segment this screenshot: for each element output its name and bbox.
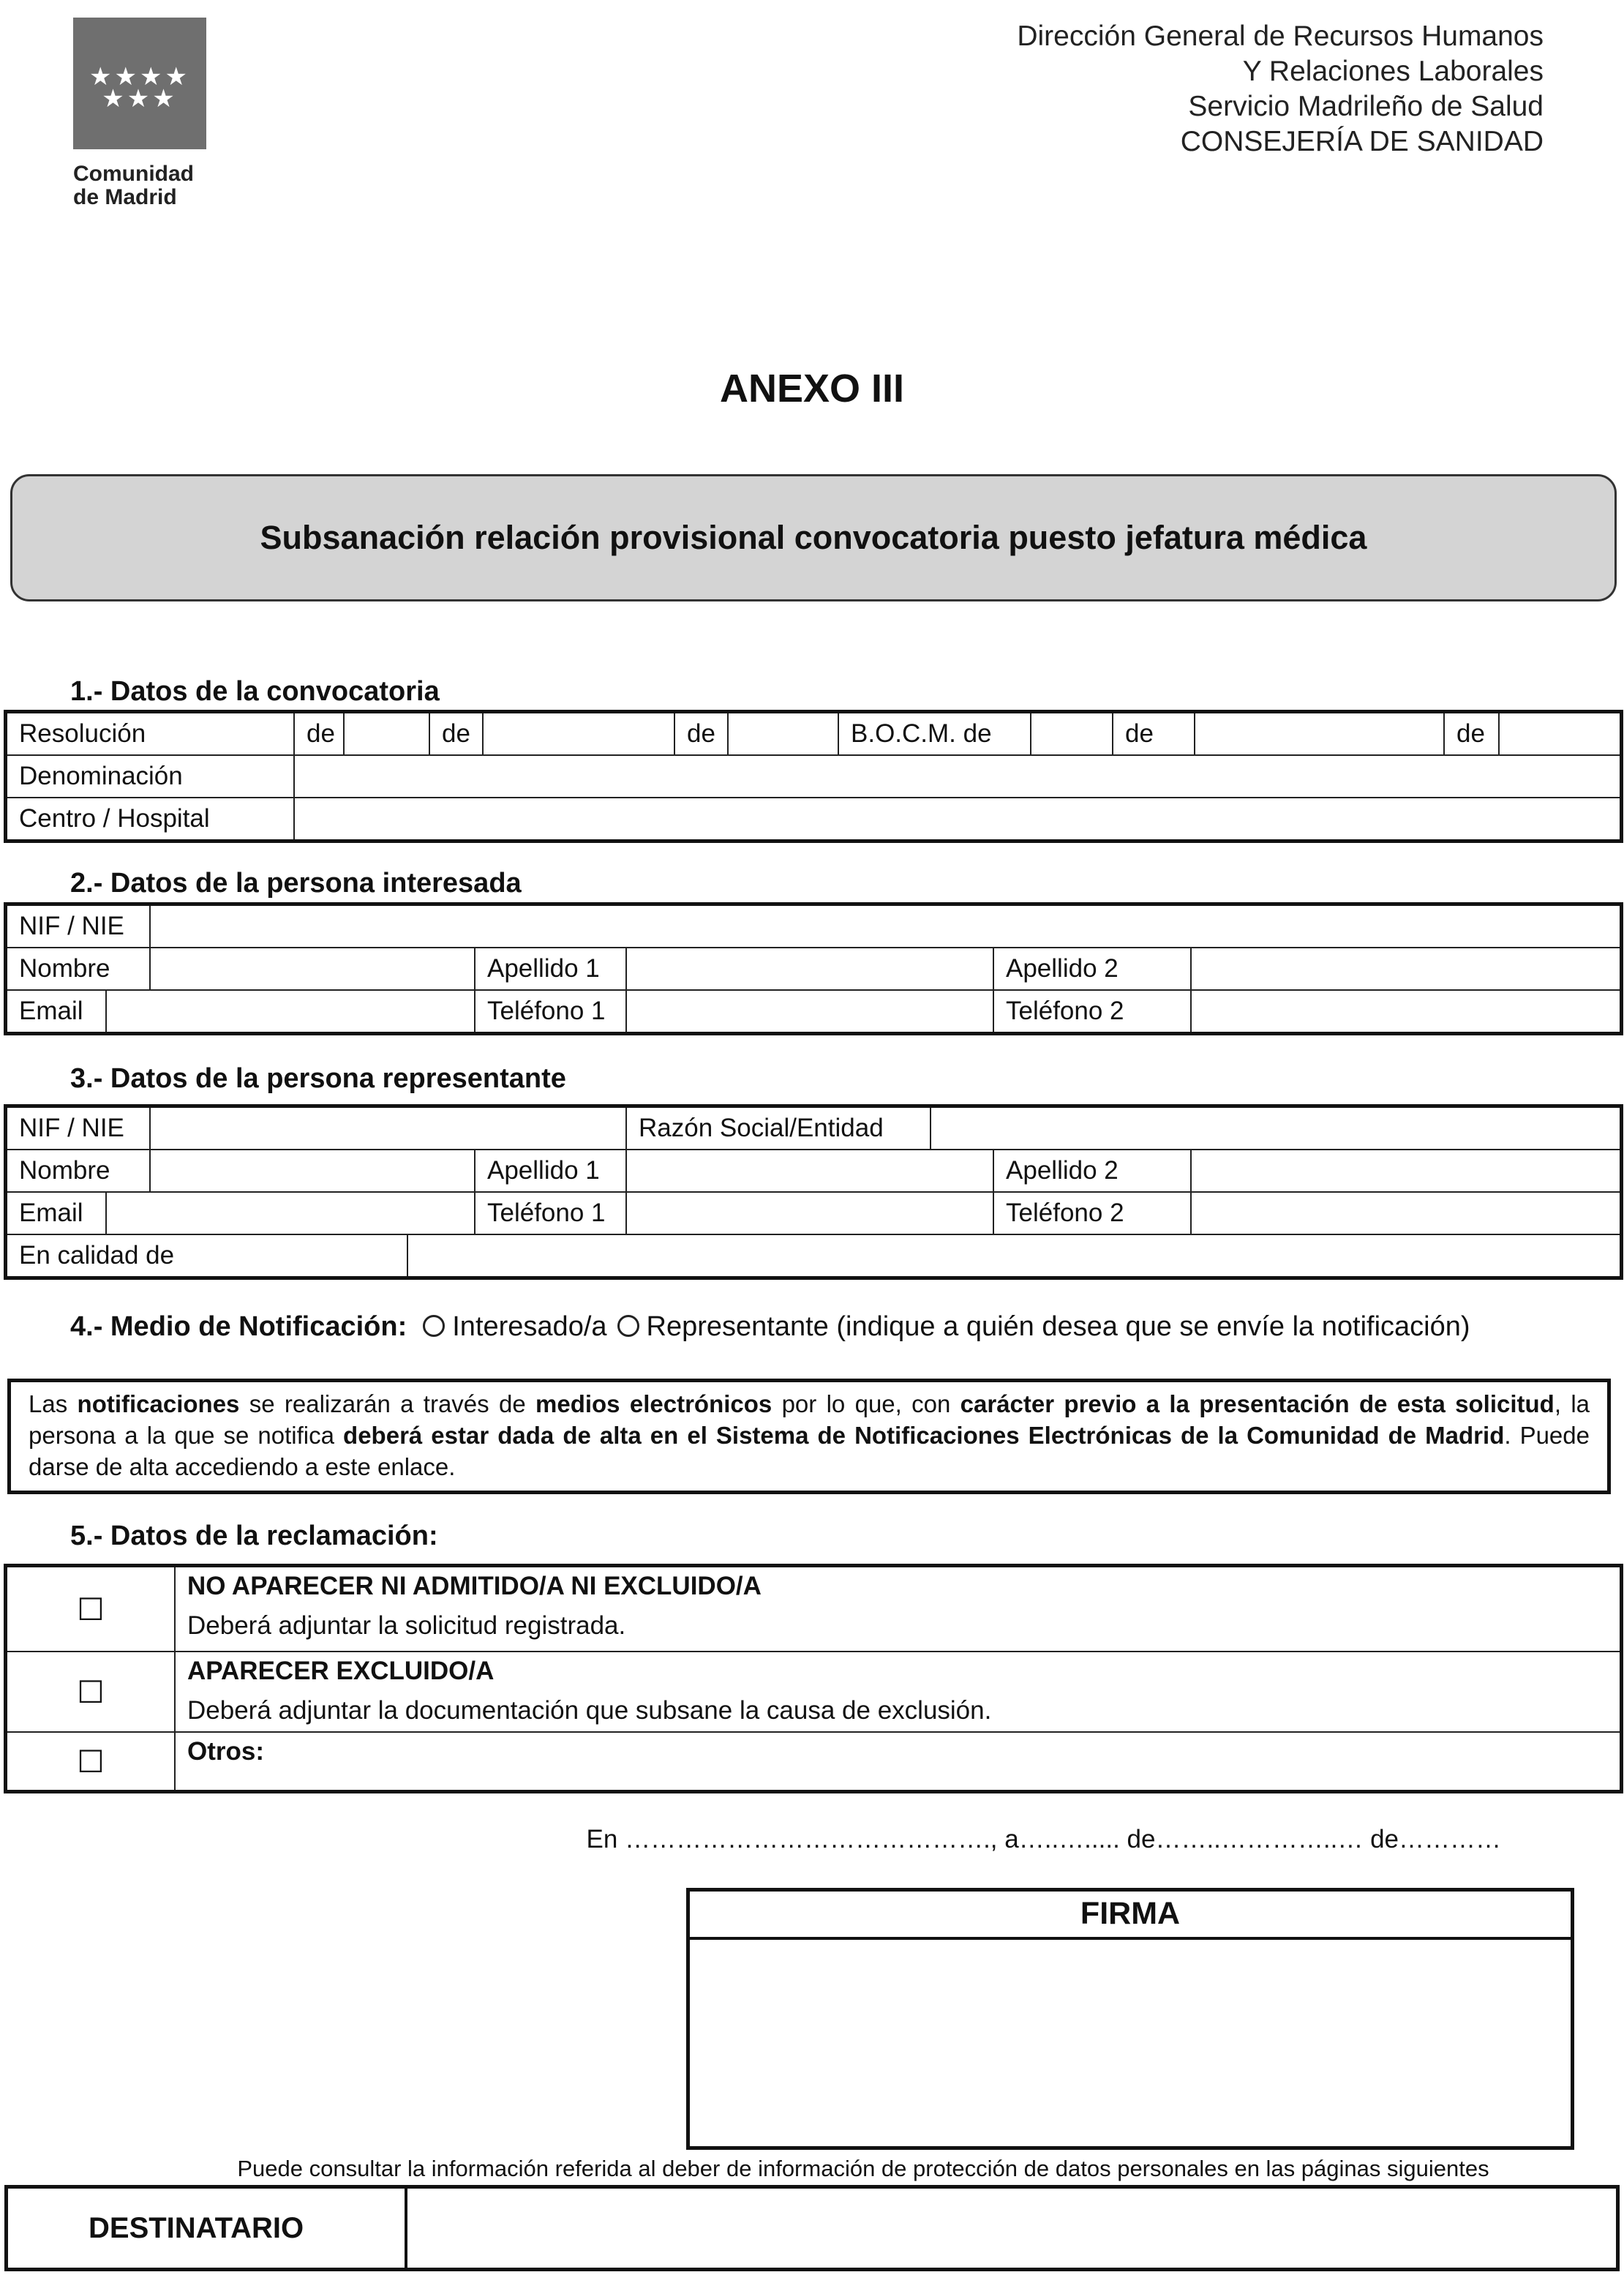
- notification-line: [70, 1308, 1577, 1345]
- claim-otros[interactable]: [175, 1732, 1620, 1791]
- checkbox-icon: ☐: [77, 1674, 105, 1709]
- field-nombre[interactable]: [150, 948, 475, 990]
- label-nombre: Nombre: [7, 948, 150, 990]
- claim-title: APARECER EXCLUIDO/A: [187, 1657, 495, 1685]
- section-3-title: 3.- Datos de la persona representante: [70, 1063, 566, 1094]
- logo-text: [73, 162, 194, 209]
- label-telefono2: Teléfono 2: [993, 990, 1191, 1032]
- header: [1017, 19, 1544, 160]
- banner-text: Subsanación relación provisional convocatoria puesto jefatura médica: [260, 519, 1367, 556]
- field-email[interactable]: [106, 1192, 475, 1234]
- checkbox-otros[interactable]: [7, 1732, 175, 1791]
- label-de: de: [1444, 713, 1499, 755]
- header-line3: Servicio Madrileño de Salud: [1188, 91, 1544, 122]
- label-denominacion: Denominación: [7, 755, 294, 798]
- field-denominacion[interactable]: [294, 755, 1620, 798]
- representante-table: [6, 1106, 1621, 1278]
- radio-representante-label: Representante (indique a quién desea que se envíe la notificación): [646, 1311, 1470, 1342]
- label-de: de: [1113, 713, 1195, 755]
- label-telefono1: Teléfono 1: [475, 990, 626, 1032]
- stars-icon: ★★★★ ★★★: [89, 63, 190, 113]
- field-telefono1[interactable]: [626, 990, 993, 1032]
- section-4-title: 4.- Medio de Notificación:: [70, 1311, 407, 1342]
- field-resolucion-anio[interactable]: [728, 713, 838, 755]
- notice-bold: deberá estar dada de alta en el Sistema de Notificaciones Electrónicas de la Comunidad de Madrid: [343, 1422, 1505, 1449]
- field-apellido2[interactable]: [1191, 948, 1620, 990]
- header-line4: CONSEJERÍA DE SANIDAD: [1180, 126, 1544, 157]
- field-bocm-anio[interactable]: [1499, 713, 1620, 755]
- label-nombre: Nombre: [7, 1150, 150, 1192]
- claim-title: Otros: [187, 1737, 256, 1766]
- section-5-title: 5.- Datos de la reclamación:: [70, 1521, 438, 1551]
- notice-bold: notificaciones: [77, 1390, 240, 1417]
- claim-title: NO APARECER NI ADMITIDO/A NI EXCLUIDO: [187, 1572, 736, 1600]
- notice-text: , la persona a la que se notifica: [29, 1390, 1590, 1449]
- logo-line2: de Madrid: [73, 185, 177, 209]
- field-centro[interactable]: [294, 798, 1620, 840]
- claim-title-suffix: :: [255, 1737, 265, 1766]
- claim-excluido: [175, 1652, 1620, 1732]
- notice-text: por lo que, con: [772, 1390, 961, 1417]
- radio-interesado-label: Interesado/a: [452, 1311, 607, 1342]
- interesada-table: [6, 904, 1621, 1033]
- convocatoria-table: [6, 712, 1621, 841]
- radio-representante[interactable]: [617, 1315, 639, 1337]
- privacy-note: Puede consultar la información referida al deber de información de protección de datos personales en las páginas siguientes: [237, 2156, 1489, 2181]
- destinatario-label: DESTINATARIO: [8, 2189, 407, 2268]
- checkbox-excluido[interactable]: [7, 1652, 175, 1732]
- field-apellido2[interactable]: [1191, 1150, 1620, 1192]
- label-apellido1: Apellido 1: [475, 948, 626, 990]
- label-bocm: B.O.C.M. de: [838, 713, 1031, 755]
- label-nif: NIF / NIE: [7, 1107, 150, 1150]
- field-telefono2[interactable]: [1191, 1192, 1620, 1234]
- label-resolucion: Resolución: [7, 713, 294, 755]
- field-calidad[interactable]: [407, 1234, 1620, 1277]
- field-email[interactable]: [106, 990, 475, 1032]
- header-line2: Y Relaciones Laborales: [1242, 56, 1544, 87]
- label-razon-social: Razón Social/Entidad: [626, 1107, 931, 1150]
- form-banner: [10, 474, 1617, 601]
- label-apellido2: Apellido 2: [993, 1150, 1191, 1192]
- destinatario-row: [4, 2185, 1620, 2271]
- section-1-title: 1.- Datos de la convocatoria: [70, 676, 440, 707]
- label-de: de: [294, 713, 344, 755]
- label-telefono2: Teléfono 2: [993, 1192, 1191, 1234]
- checkbox-icon: ☐: [77, 1744, 105, 1779]
- radio-interesado[interactable]: [423, 1315, 445, 1337]
- field-telefono1[interactable]: [626, 1192, 993, 1234]
- page-title: ANEXO III: [719, 367, 905, 411]
- label-apellido1: Apellido 1: [475, 1150, 626, 1192]
- field-resolucion-mes[interactable]: [483, 713, 674, 755]
- claim-note: Deberá adjuntar la solicitud registrada.: [187, 1611, 626, 1640]
- destinatario-field[interactable]: [407, 2189, 1616, 2268]
- field-apellido1[interactable]: [626, 948, 993, 990]
- label-email: Email: [7, 1192, 106, 1234]
- label-de: de: [674, 713, 728, 755]
- notice-bold: carácter previo a la presentación de esta solicitud: [960, 1390, 1555, 1417]
- claim-no-aparecer: [175, 1567, 1620, 1652]
- field-bocm-dia[interactable]: [1031, 713, 1113, 755]
- signature-title: FIRMA: [690, 1892, 1571, 1940]
- claim-note: Deberá adjuntar la documentación que subsane la causa de exclusión.: [187, 1696, 992, 1725]
- field-apellido1[interactable]: [626, 1150, 993, 1192]
- checkbox-no-aparecer[interactable]: [7, 1567, 175, 1652]
- logo-line1: Comunidad: [73, 162, 194, 186]
- field-razon-social[interactable]: [931, 1107, 1620, 1150]
- notification-notice: [7, 1379, 1611, 1494]
- field-nif[interactable]: [150, 1107, 626, 1150]
- field-resolucion-dia[interactable]: [344, 713, 429, 755]
- label-nif: NIF / NIE: [7, 905, 150, 948]
- field-nif[interactable]: [150, 905, 1620, 948]
- label-apellido2: Apellido 2: [993, 948, 1191, 990]
- label-calidad: En calidad de: [7, 1234, 407, 1277]
- label-centro: Centro / Hospital: [7, 798, 294, 840]
- signature-box[interactable]: [686, 1888, 1574, 2150]
- notice-text: Las: [29, 1390, 78, 1417]
- label-telefono1: Teléfono 1: [475, 1192, 626, 1234]
- label-de: de: [429, 713, 483, 755]
- checkbox-icon: ☐: [77, 1592, 105, 1627]
- field-telefono2[interactable]: [1191, 990, 1620, 1032]
- place-date-line: En ……………………………………., a…..…..... de……..…………..… de…………: [586, 1825, 1501, 1853]
- field-bocm-mes[interactable]: [1195, 713, 1444, 755]
- notice-text: se realizarán a través de: [239, 1390, 535, 1417]
- header-line1: Dirección General de Recursos Humanos: [1017, 20, 1544, 52]
- notice-bold: medios electrónicos: [535, 1390, 772, 1417]
- label-email: Email: [7, 990, 106, 1032]
- section-2-title: 2.- Datos de la persona interesada: [70, 868, 522, 899]
- reclamacion-table: [6, 1566, 1621, 1791]
- field-nombre[interactable]: [150, 1150, 475, 1192]
- notice-text: . Puede darse de alta accediendo a este enlace.: [29, 1422, 1590, 1480]
- claim-title-suffix: /A: [735, 1572, 762, 1600]
